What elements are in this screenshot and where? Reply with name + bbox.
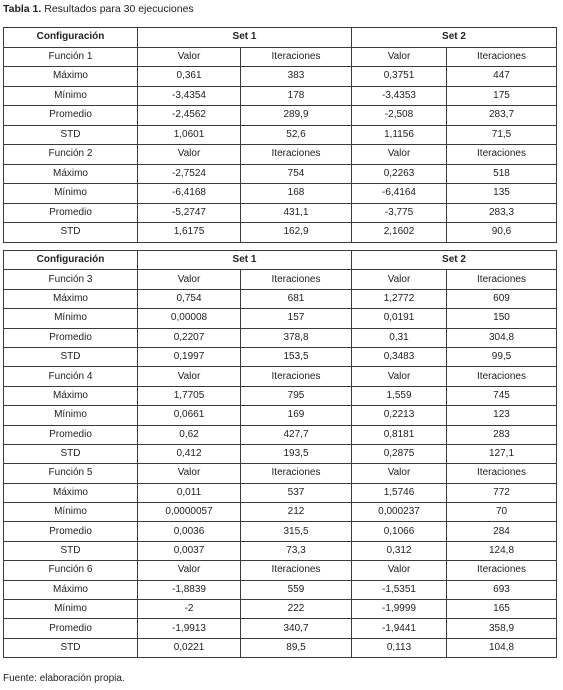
value-set1: -2,7524 [138,164,241,184]
col-value-set2: Valor [352,47,447,67]
stat-label: Mínimo [4,503,138,522]
iterations-set2: 447 [447,67,557,87]
value-set2: 1,5746 [352,483,447,502]
table-row [4,522,557,541]
iterations-set1: 383 [241,67,352,87]
table-row [4,483,557,502]
table-row [4,328,557,347]
iterations-set2: 283 [447,425,557,444]
set2-header: Set 2 [352,251,557,270]
value-set1: 0,011 [138,483,241,502]
stat-label: Promedio [4,328,138,347]
value-set1: -5,2747 [138,203,241,223]
iterations-set1: 427,7 [241,425,352,444]
value-set1: -3,4354 [138,86,241,106]
col-value-set1: Valor [138,464,241,483]
iterations-set1: 754 [241,164,352,184]
iterations-set1: 89,5 [241,638,352,657]
stat-label: Máximo [4,483,138,502]
stat-label: Mínimo [4,184,138,204]
stat-label: Máximo [4,386,138,405]
value-set2: 1,2772 [352,289,447,308]
value-set2: 0,312 [352,541,447,560]
stat-label: Promedio [4,106,138,126]
table-row [4,386,557,405]
col-iterations-set2: Iteraciones [447,47,557,67]
table-row [4,125,557,145]
value-set1: 0,00008 [138,309,241,328]
col-value-set2: Valor [352,270,447,289]
table-row [4,425,557,444]
col-value-set1: Valor [138,270,241,289]
value-set1: 0,412 [138,444,241,463]
iterations-set2: 745 [447,386,557,405]
iterations-set2: 693 [447,580,557,599]
value-set2: 1,559 [352,386,447,405]
stat-label: Mínimo [4,406,138,425]
table-caption [3,3,194,16]
iterations-set1: 289,9 [241,106,352,126]
value-set1: 0,62 [138,425,241,444]
stat-label: STD [4,125,138,145]
stat-label: STD [4,347,138,366]
iterations-set1: 315,5 [241,522,352,541]
function-row [4,561,557,580]
table-row [4,289,557,308]
iterations-set1: 795 [241,386,352,405]
value-set1: 0,0000057 [138,503,241,522]
iterations-set2: 124,8 [447,541,557,560]
table-row [4,164,557,184]
iterations-set2: 127,1 [447,444,557,463]
value-set2: -3,775 [352,203,447,223]
col-iterations-set1: Iteraciones [241,145,352,165]
value-set2: -6,4164 [352,184,447,204]
col-iterations-set2: Iteraciones [447,270,557,289]
value-set1: 0,0221 [138,638,241,657]
caption-text: Resultados para 30 ejecuciones [41,3,194,15]
iterations-set1: 52,6 [241,125,352,145]
value-set1: -2 [138,600,241,619]
value-set1: -1,8839 [138,580,241,599]
iterations-set2: 99,5 [447,347,557,366]
iterations-set2: 90,6 [447,223,557,243]
table-row [4,67,557,87]
stat-label: Mínimo [4,309,138,328]
iterations-set1: 178 [241,86,352,106]
function-name: Función 4 [4,367,138,386]
table-row [4,600,557,619]
table-row [4,223,557,243]
table-row [4,347,557,366]
function-name: Función 6 [4,561,138,580]
function-name: Función 2 [4,145,138,165]
iterations-set1: 559 [241,580,352,599]
results-table-2 [3,250,557,658]
value-set2: 0,2213 [352,406,447,425]
col-iterations-set1: Iteraciones [241,561,352,580]
function-name: Función 1 [4,47,138,67]
config-header: Configuración [4,251,138,270]
value-set2: -3,4353 [352,86,447,106]
col-value-set1: Valor [138,47,241,67]
table-row [4,309,557,328]
value-set2: 2,1602 [352,223,447,243]
config-header: Configuración [4,28,138,48]
function-row [4,464,557,483]
iterations-set2: 304,8 [447,328,557,347]
col-value-set1: Valor [138,145,241,165]
stat-label: Máximo [4,580,138,599]
table-row [4,541,557,560]
value-set2: 0,3483 [352,347,447,366]
iterations-set1: 153,5 [241,347,352,366]
col-value-set2: Valor [352,145,447,165]
col-value-set1: Valor [138,561,241,580]
col-iterations-set1: Iteraciones [241,367,352,386]
stat-label: STD [4,638,138,657]
iterations-set2: 104,8 [447,638,557,657]
stat-label: Mínimo [4,600,138,619]
stat-label: Máximo [4,289,138,308]
function-row [4,367,557,386]
value-set1: -2,4562 [138,106,241,126]
table-row [4,203,557,223]
value-set2: 0,3751 [352,67,447,87]
table-row [4,444,557,463]
stat-label: Promedio [4,425,138,444]
iterations-set1: 378,8 [241,328,352,347]
iterations-set1: 537 [241,483,352,502]
stat-label: Promedio [4,203,138,223]
iterations-set1: 168 [241,184,352,204]
iterations-set1: 340,7 [241,619,352,638]
source-note: Fuente: elaboración propia. [3,673,125,684]
value-set1: 0,2207 [138,328,241,347]
header-row [4,251,557,270]
col-value-set1: Valor [138,367,241,386]
value-set1: 1,7705 [138,386,241,405]
stat-label: Mínimo [4,86,138,106]
col-iterations-set2: Iteraciones [447,367,557,386]
iterations-set1: 162,9 [241,223,352,243]
function-row [4,145,557,165]
iterations-set2: 284 [447,522,557,541]
function-name: Función 3 [4,270,138,289]
col-iterations-set1: Iteraciones [241,270,352,289]
value-set1: 0,0661 [138,406,241,425]
col-value-set2: Valor [352,464,447,483]
value-set2: 1,1156 [352,125,447,145]
col-iterations-set1: Iteraciones [241,47,352,67]
table-row [4,106,557,126]
table-row [4,406,557,425]
stat-label: Promedio [4,619,138,638]
value-set1: 1,0601 [138,125,241,145]
stat-label: STD [4,541,138,560]
col-iterations-set1: Iteraciones [241,464,352,483]
value-set2: 0,31 [352,328,447,347]
value-set1: 0,1997 [138,347,241,366]
value-set2: -2,508 [352,106,447,126]
set2-header: Set 2 [352,28,557,48]
iterations-set2: 283,7 [447,106,557,126]
table-row [4,638,557,657]
iterations-set2: 70 [447,503,557,522]
value-set2: 0,2875 [352,444,447,463]
function-name: Función 5 [4,464,138,483]
col-iterations-set2: Iteraciones [447,145,557,165]
iterations-set1: 212 [241,503,352,522]
value-set2: 0,1066 [352,522,447,541]
value-set2: 0,000237 [352,503,447,522]
value-set1: 0,754 [138,289,241,308]
iterations-set1: 193,5 [241,444,352,463]
col-value-set2: Valor [352,561,447,580]
value-set1: -1,9913 [138,619,241,638]
results-table-1 [3,27,557,243]
function-row [4,270,557,289]
iterations-set2: 123 [447,406,557,425]
value-set2: -1,5351 [352,580,447,599]
table-row [4,86,557,106]
value-set2: 0,0191 [352,309,447,328]
iterations-set2: 71,5 [447,125,557,145]
value-set2: 0,8181 [352,425,447,444]
iterations-set1: 431,1 [241,203,352,223]
iterations-set1: 157 [241,309,352,328]
set1-header: Set 1 [138,28,352,48]
stat-label: STD [4,444,138,463]
caption-label: Tabla 1. [3,3,42,15]
value-set2: 0,113 [352,638,447,657]
iterations-set1: 169 [241,406,352,425]
value-set2: -1,9999 [352,600,447,619]
value-set1: 0,0037 [138,541,241,560]
value-set2: -1,9441 [352,619,447,638]
iterations-set1: 73,3 [241,541,352,560]
col-iterations-set2: Iteraciones [447,464,557,483]
value-set1: 0,361 [138,67,241,87]
iterations-set2: 358,9 [447,619,557,638]
iterations-set2: 609 [447,289,557,308]
stat-label: Promedio [4,522,138,541]
col-iterations-set2: Iteraciones [447,561,557,580]
stat-label: STD [4,223,138,243]
iterations-set1: 222 [241,600,352,619]
function-row [4,47,557,67]
stat-label: Máximo [4,164,138,184]
header-row [4,28,557,48]
stat-label: Máximo [4,67,138,87]
iterations-set2: 283,3 [447,203,557,223]
table-row [4,580,557,599]
value-set2: 0,2263 [352,164,447,184]
iterations-set1: 681 [241,289,352,308]
iterations-set2: 175 [447,86,557,106]
table-row [4,503,557,522]
value-set1: 0,0036 [138,522,241,541]
table-row [4,184,557,204]
value-set1: -6,4168 [138,184,241,204]
iterations-set2: 518 [447,164,557,184]
table-row [4,619,557,638]
set1-header: Set 1 [138,251,352,270]
iterations-set2: 150 [447,309,557,328]
value-set1: 1,6175 [138,223,241,243]
iterations-set2: 165 [447,600,557,619]
iterations-set2: 135 [447,184,557,204]
col-value-set2: Valor [352,367,447,386]
iterations-set2: 772 [447,483,557,502]
